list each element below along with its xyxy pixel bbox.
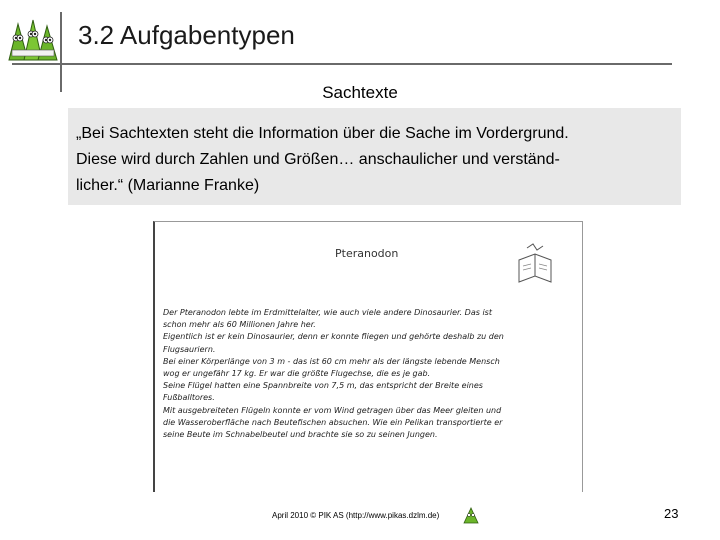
pikas-logo-icon: [6, 14, 60, 64]
page-number: 23: [664, 506, 679, 521]
worksheet-line: Seine Flügel hatten eine Spannbreite von 7,5 m, das entspricht der Breite eines: [163, 381, 483, 391]
slide-subtitle: Sachtexte: [322, 83, 398, 102]
header-vertical-divider: [60, 12, 62, 92]
worksheet-scan: [153, 221, 583, 492]
book-drawing-icon: [513, 242, 557, 286]
worksheet-line: Fußballtores.: [163, 393, 215, 403]
worksheet-line: die Wasseroberfläche nach Beutefischen absuchen. Wie ein Pelikan transportierte er: [163, 417, 503, 427]
worksheet-line: schon mehr als 60 Millionen Jahre her.: [163, 320, 316, 330]
worksheet-line: seine Beute im Schnabelbeutel und brachte sie so zu seinen Jungen.: [163, 430, 438, 440]
worksheet-line: wog er ungefähr 17 kg. Er war die größte Flugechse, die es je gab.: [163, 369, 431, 379]
worksheet-text: [163, 307, 573, 441]
worksheet-line: Der Pteranodon lebte im Erdmittelalter, wie auch viele andere Dinosaurier. Das ist: [163, 308, 492, 317]
quote-line: Diese wird durch Zahlen und Größen… anschaulicher und verständ-: [76, 151, 560, 168]
worksheet-line: Mit ausgebreiteten Flügeln konnte er vom Wind getragen über das Meer gleiten und: [163, 405, 502, 415]
worksheet-line: Bei einer Körperlänge von 3 m - das ist 60 cm mehr als der längste lebende Mensch: [163, 356, 500, 366]
worksheet-line: Eigentlich ist er kein Dinosaurier, denn er konnte fliegen und gehörte deshalb zu den: [163, 332, 504, 342]
footer-credit: April 2010 © PIK AS (http://www.pikas.dzlm.de): [272, 511, 440, 520]
slide-title: 3.2 Aufgabentypen: [78, 20, 295, 50]
quote-line: „Bei Sachtexten steht die Information über die Sache im Vordergrund.: [76, 125, 569, 142]
worksheet-line: Flugsauriern.: [163, 344, 216, 354]
footer-logo-icon: [462, 505, 480, 525]
quote-line: licher.“ (Marianne Franke): [76, 177, 260, 194]
header-horizontal-divider: [12, 63, 672, 65]
worksheet-title: Pteranodon: [335, 247, 399, 260]
quote-box: [68, 108, 681, 205]
